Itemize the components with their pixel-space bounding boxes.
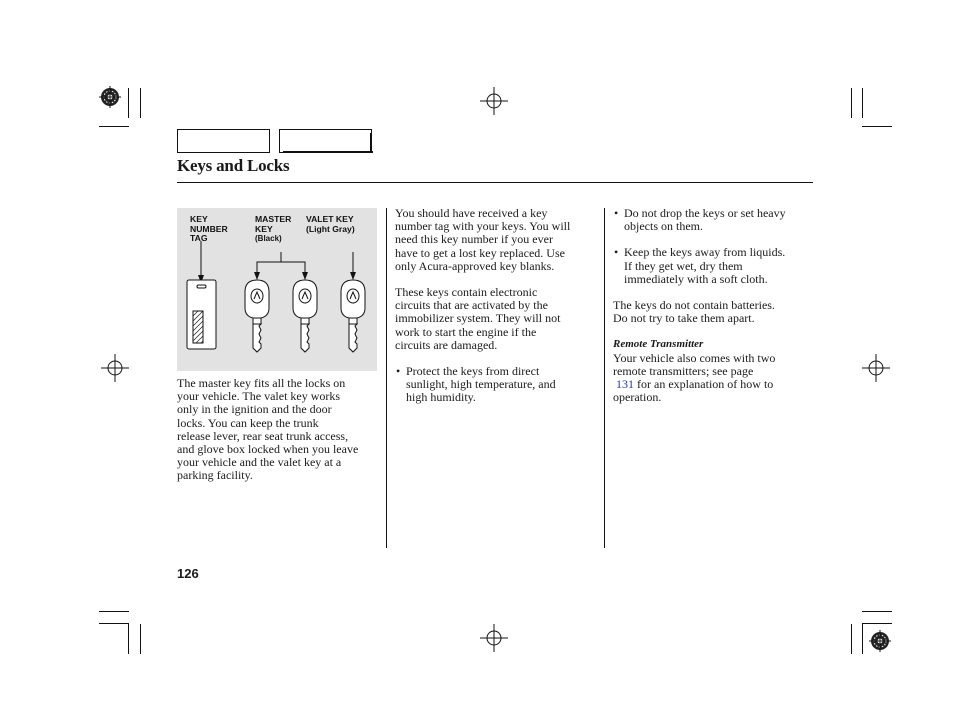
master-key-paragraph: The master key fits all the locks on your vehicle. The valet key works only in the ignition and the door locks. You can keep the trunk release lever, rear seat trunk access, and glove box locked when you leave your vehicle and the valet key at a parking facility. — [177, 376, 359, 483]
column-divider-2 — [604, 208, 605, 548]
master-key-2-shape — [293, 280, 317, 352]
column-1 — [177, 377, 382, 483]
title-rule — [177, 182, 813, 183]
remote-transmitter-subheading: Remote Transmitter — [613, 338, 704, 351]
color-wheel-icon-bottom-right — [869, 630, 891, 652]
bullet-icon: • — [614, 245, 619, 260]
section-tab-box-1 — [177, 129, 270, 153]
batteries-paragraph: The keys do not contain batteries. Do not try to take them apart. — [613, 298, 775, 326]
master-key-1-shape — [245, 280, 269, 352]
section-tab-box-2 — [279, 129, 372, 153]
column-divider-1 — [386, 208, 387, 548]
registration-target-right — [862, 354, 890, 382]
page-131-link[interactable]: 131 — [616, 377, 634, 392]
bullet-icon: • — [396, 364, 401, 379]
column-3 — [613, 207, 818, 404]
valet-key-shape — [341, 280, 365, 352]
liquids-bullet: • Keep the keys away from liquids. If they get wet, dry them immediately with a soft cloth. — [614, 245, 786, 286]
registration-target-top — [480, 87, 508, 115]
keys-figure — [177, 208, 377, 371]
label-valet-key: VALET KEY (Light Gray) — [306, 214, 355, 234]
color-wheel-icon-top-left — [99, 86, 121, 108]
page-title: Keys and Locks — [177, 156, 290, 175]
protect-keys-bullet: • Protect the keys from direct sunlight, high temperature, and high humidity. — [396, 364, 556, 405]
keys-illustration — [177, 208, 377, 371]
registration-target-left — [101, 354, 129, 382]
column-2 — [395, 207, 600, 405]
label-key-number-tag: KEY NUMBER TAG — [190, 214, 228, 244]
immobilizer-paragraph: These keys contain electronic circuits that are activated by the immobilizer system. They will not work to start the engine if the circuits are damaged. — [395, 285, 561, 352]
remote-transmitter-paragraph: Your vehicle also comes with two remote transmitters; see page 131 for an explanation of how to operation. — [613, 350, 776, 405]
page-number: 126 — [177, 566, 199, 581]
label-master-key: MASTER KEY (Black) — [255, 214, 292, 244]
key-number-paragraph: You should have received a key number tag with your keys. You will need this key number if you ever have to get a lost key replaced. Use only Acura-approved key blanks. — [395, 206, 571, 273]
registration-target-bottom — [480, 624, 508, 652]
drop-keys-bullet: • Do not drop the keys or set heavy objects on them. — [614, 206, 786, 234]
key-number-tag-shape — [187, 280, 216, 349]
bullet-icon: • — [614, 206, 619, 220]
